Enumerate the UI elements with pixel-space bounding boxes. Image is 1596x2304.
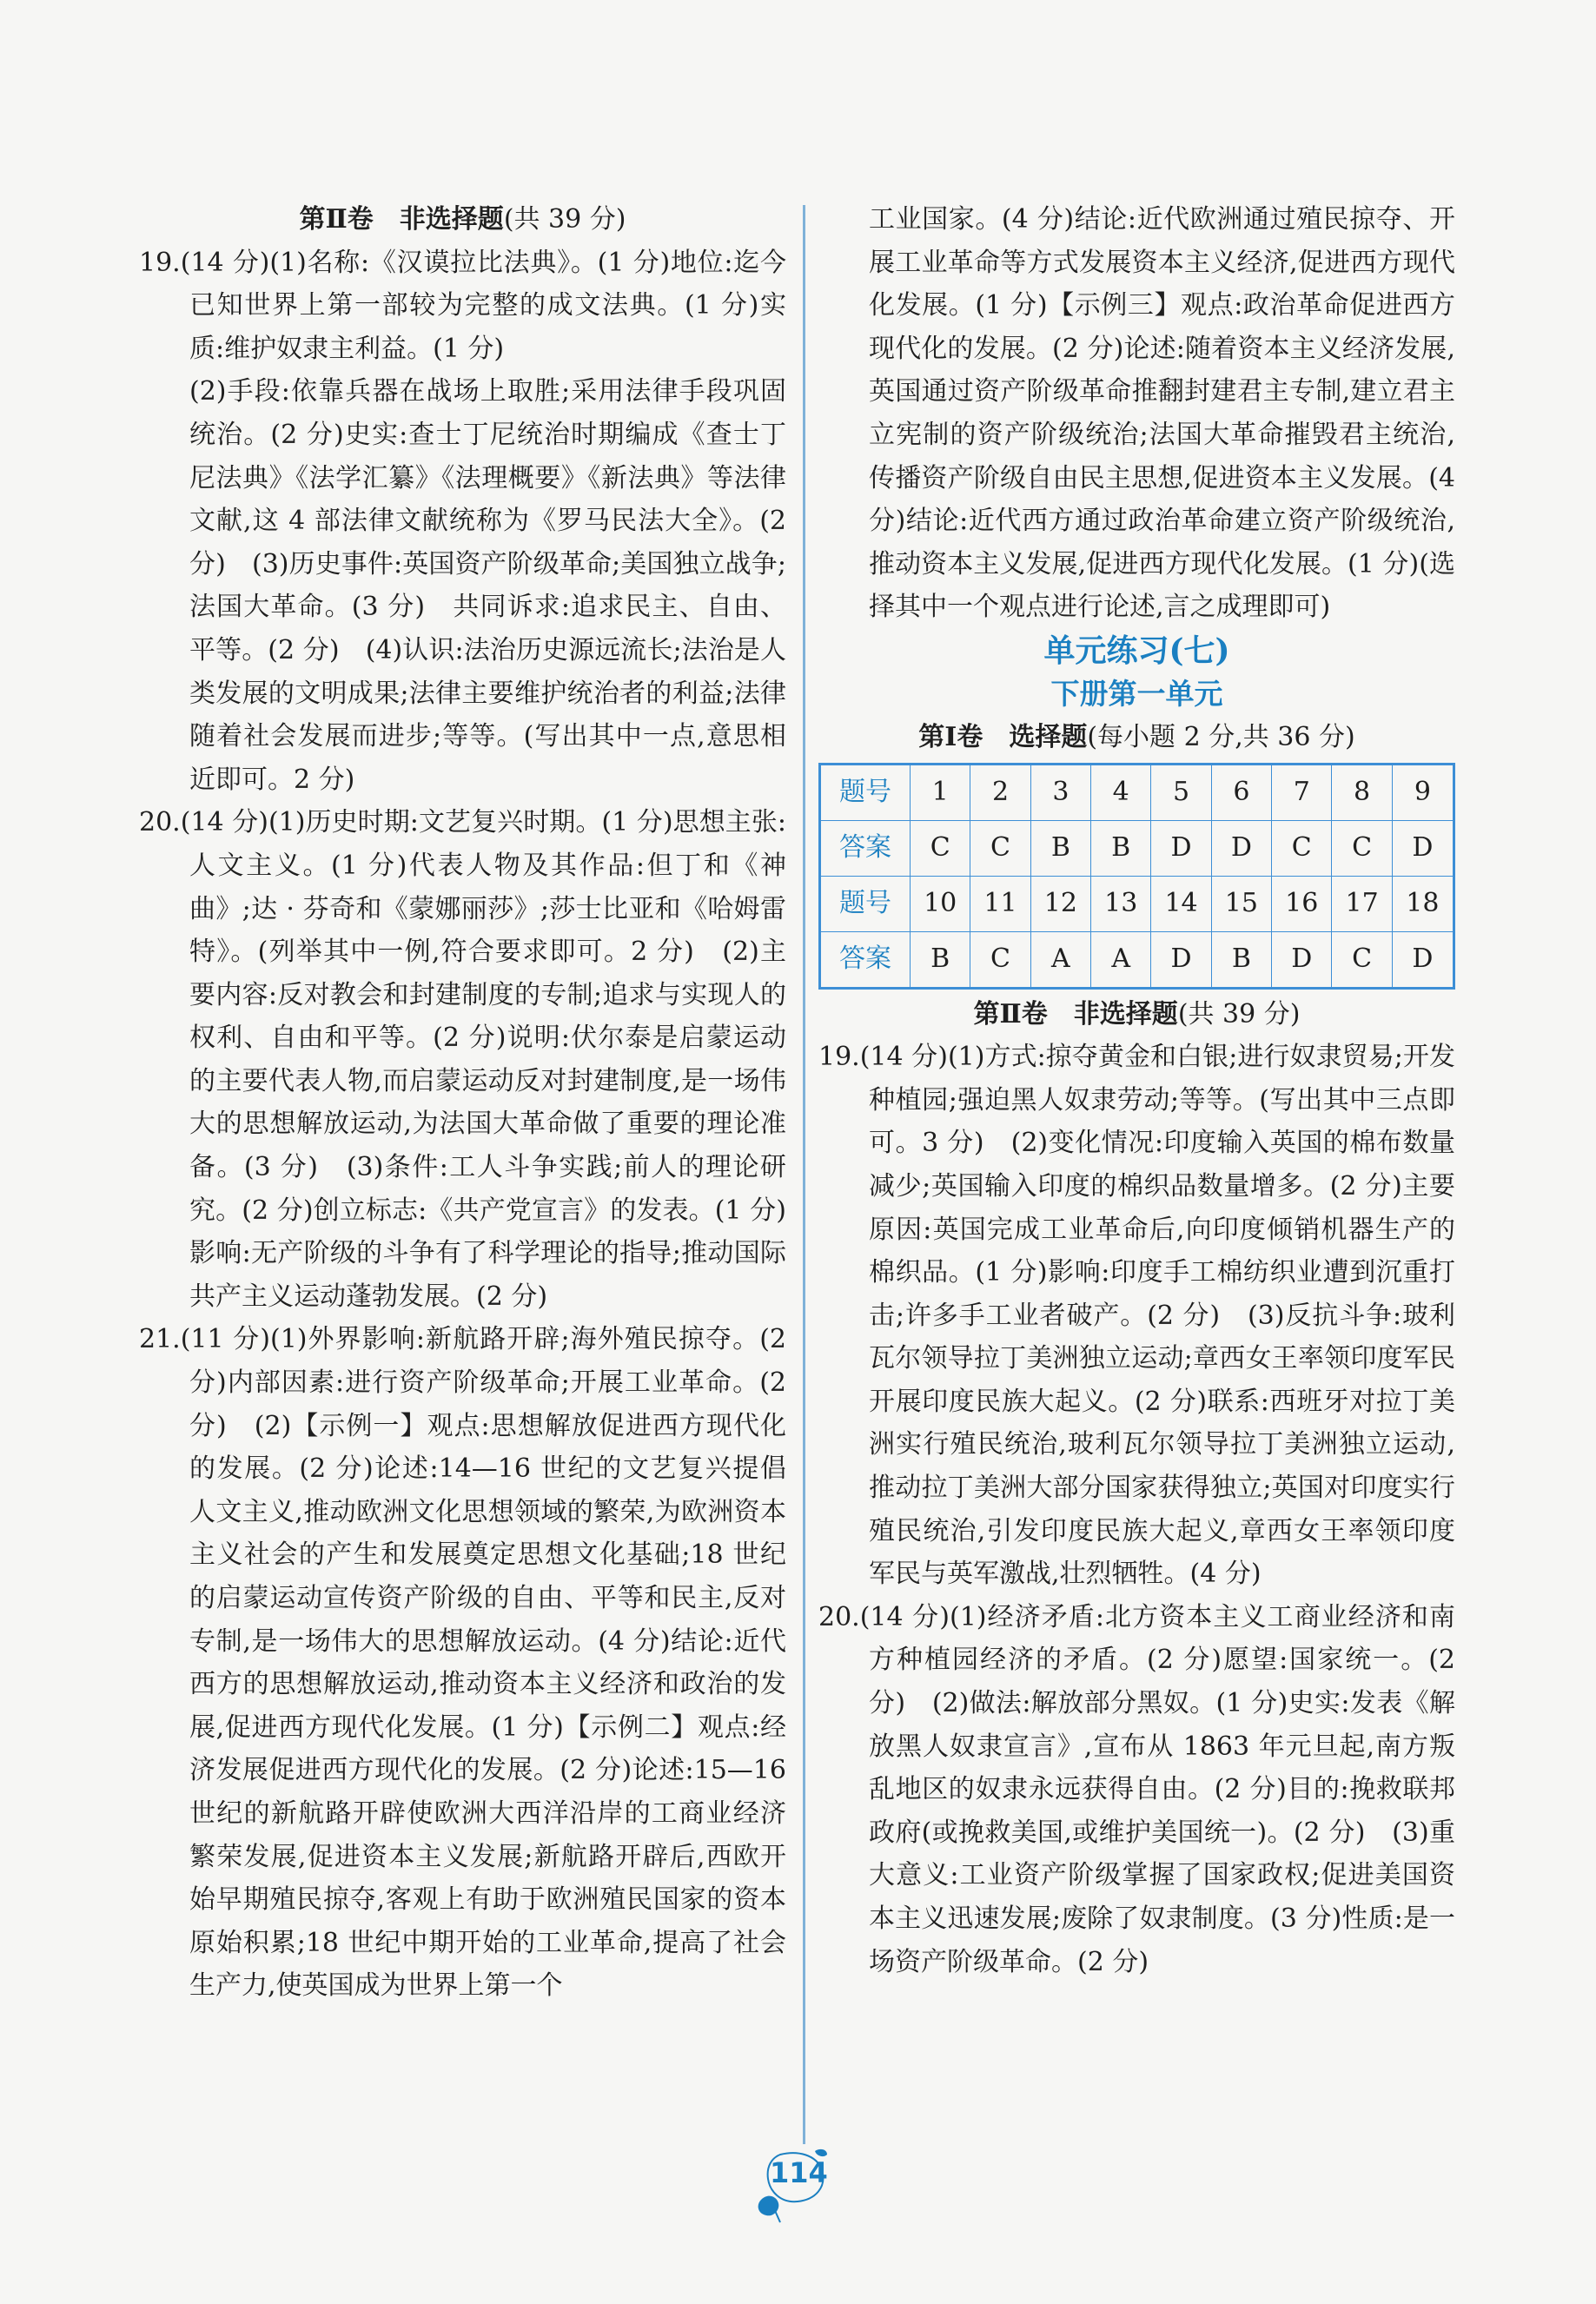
question-number-cell: 17	[1332, 876, 1392, 931]
row-label-question: 题号	[820, 764, 911, 820]
section-header-sub: (共 39 分)	[1177, 998, 1301, 1030]
right-column	[818, 198, 1455, 1983]
answer-19-continued: (2)手段:依靠兵器在战场上取胜;采用法律手段巩固统治。(2 分)史实:查士丁尼统治时期编成《查士丁尼法典》《法学汇纂》《法理概要》《新法典》等法律文献,这 4 部法律文献统称为《罗马民法大全》。(2 分) (3)历史事件:英国资产阶级革命;美国独立战争;法国大革命。(3 分) 共同诉求:追求民主、自由、平等。(2 分) (4)认识:法治历史源远流长;法治是人类发展的文明成果;法律主要维护统治者的利益;法律随着社会发展而进步;等等。(写出其中一点,意思相近即可。2 分)	[189, 376, 786, 795]
page-number: 114	[770, 2156, 828, 2189]
page-number-badge	[754, 2146, 841, 2224]
answer-table	[818, 763, 1455, 990]
section-header-main: 第Ⅱ卷 非选择题	[299, 204, 504, 235]
answer-cell: A	[1091, 931, 1151, 988]
question-number-cell: 1	[911, 764, 970, 820]
question-number-cell: 4	[1091, 764, 1151, 820]
question-number-cell: 14	[1151, 876, 1211, 931]
section-header-main: 第Ⅱ卷 非选择题	[973, 998, 1178, 1030]
question-number-cell: 15	[1211, 876, 1271, 931]
question-number-cell: 9	[1392, 764, 1454, 820]
answer-21: 21.(11 分)(1)外界影响:新航路开辟;海外殖民掠夺。(2 分)内部因素:进行资产阶级革命;开展工业革命。(2 分) (2)【示例一】观点:思想解放促进西方现代化的发展。(2 分)论述:14—16 世纪的文艺复兴提倡人文主义,推动欧洲文化思想领域的繁荣,为欧洲资本主义社会的产生和发展奠定思想文化基础;18 世纪的启蒙运动宣传资产阶级的自由、平等和民主,反对专制,是一场伟大的思想解放运动。(4 分)结论:近代西方的思想解放运动,推动资本主义经济和政治的发展,促进西方现代化发展。(1 分)【示例二】观点:经济发展促进西方现代化的发展。(2 分)论述:15—16 世纪的新航路开辟使欧洲大西洋沿岸的工商业经济繁荣发展,促进资本主义发展;新航路开辟后,西欧开始早期殖民掠夺,客观上有助于欧洲殖民国家的资本原始积累;18 世纪中期开始的工业革命,提高了社会生产力,使英国成为世界上第一个	[139, 1324, 786, 2002]
answer-cell: C	[1332, 820, 1392, 876]
answer-20: 20.(14 分)(1)历史时期:文艺复兴时期。(1 分)思想主张:人文主义。(1 分)代表人物及其作品:但丁和《神曲》;达 · 芬奇和《蒙娜丽莎》;莎士比亚和《哈姆雷特》。(列举其中一例,符合要求即可。2 分) (2)主要内容:反对教会和封建制度的专制;追求与实现人的权利、自由和平等。(2 分)说明:伏尔泰是启蒙运动的主要代表人物,而启蒙运动反对封建制度,是一场伟大的思想解放运动,为法国大革命做了重要的理论准备。(3 分) (3)条件:工人斗争实践;前人的理论研究。(2 分)创立标志:《共产党宣言》的发表。(1 分)影响:无产阶级的斗争有了科学理论的指导;推动国际共产主义运动蓬勃发展。(2 分)	[139, 807, 786, 1312]
column-divider	[803, 205, 805, 2144]
row-label-answer: 答案	[820, 931, 911, 988]
answer-table-answer-row	[820, 820, 1454, 876]
unit-subtitle: 下册第一单元	[1050, 676, 1223, 711]
answer-cell: D	[1151, 931, 1211, 988]
unit-title: 单元练习(七)	[1043, 632, 1230, 669]
answer-table-answer-row	[820, 931, 1454, 988]
question-number-cell: 13	[1091, 876, 1151, 931]
answer-cell: C	[970, 820, 1030, 876]
question-number-cell: 10	[911, 876, 970, 931]
question-number-cell: 12	[1030, 876, 1090, 931]
question-number-cell: 11	[970, 876, 1030, 931]
row-label-answer: 答案	[820, 820, 911, 876]
question-number-cell: 7	[1272, 764, 1332, 820]
answer-cell: D	[1392, 820, 1454, 876]
question-number-cell: 8	[1332, 764, 1392, 820]
answer-cell: D	[1211, 820, 1271, 876]
question-number-cell: 2	[970, 764, 1030, 820]
section-header-sub: (共 39 分)	[503, 204, 626, 235]
answer-cell: B	[1211, 931, 1271, 988]
question-number-cell: 6	[1211, 764, 1271, 820]
answer-20-unit7: 20.(14 分)(1)经济矛盾:北方资本主义工商业经济和南方种植园经济的矛盾。(2 分)愿望:国家统一。(2 分) (2)做法:解放部分黑奴。(1 分)史实:发表《解放黑人奴隶宣言》,宣布从 1863 年元旦起,南方叛乱地区的奴隶永远获得自由。(2 分)目的:挽救联邦政府(或挽救美国,或维护美国统一)。(2 分) (3)重大意义:工业资产阶级掌握了国家政权;促进美国资本主义迅速发展;废除了奴隶制度。(3 分)性质:是一场资产阶级革命。(2 分)	[818, 1601, 1455, 1977]
question-number-cell: 16	[1272, 876, 1332, 931]
answer-21-continued: 工业国家。(4 分)结论:近代欧洲通过殖民掠夺、开展工业革命等方式发展资本主义经济,促进西方现代化发展。(1 分)【示例三】观点:政治革命促进西方现代化的发展。(2 分)论述:随着资本主义经济发展,英国通过资产阶级革命推翻封建君主专制,建立君主立宪制的资产阶级统治;法国大革命摧毁君主统治,传播资产阶级自由民主思想,促进资本主义发展。(4 分)结论:近代西方通过政治革命建立资产阶级统治,推动资本主义发展,促进西方现代化发展。(1 分)(选择其中一个观点进行论述,言之成理即可)	[869, 204, 1455, 623]
section-header-choice	[818, 716, 1455, 759]
answer-cell: C	[1332, 931, 1392, 988]
answer-cell: D	[1151, 820, 1211, 876]
answer-cell: C	[970, 931, 1030, 988]
question-number-cell: 3	[1030, 764, 1090, 820]
section-header-nonchoice	[139, 198, 786, 242]
answer-cell: B	[1030, 820, 1090, 876]
answer-cell: B	[911, 931, 970, 988]
answer-cell: C	[1272, 820, 1332, 876]
question-number-cell: 5	[1151, 764, 1211, 820]
answer-cell: B	[1091, 820, 1151, 876]
answer-table-number-row	[820, 876, 1454, 931]
answer-19: 19.(14 分)(1)名称:《汉谟拉比法典》。(1 分)地位:迄今已知世界上第一部较为完整的成文法典。(1 分)实质:维护奴隶主利益。(1 分)	[139, 247, 786, 364]
question-number-cell: 18	[1392, 876, 1454, 931]
section-header-main: 第Ⅰ卷 选择题	[918, 721, 1088, 752]
row-label-question: 题号	[820, 876, 911, 931]
answer-cell: C	[911, 820, 970, 876]
answer-19-unit7: 19.(14 分)(1)方式:掠夺黄金和白银;进行奴隶贸易;开发种植园;强迫黑人奴隶劳动;等等。(写出其中三点即可。3 分) (2)变化情况:印度输入英国的棉布数量减少;英国输入印度的棉织品数量增多。(2 分)主要原因:英国完成工业革命后,向印度倾销机器生产的棉织品。(1 分)影响:印度手工棉纺织业遭到沉重打击;许多手工业者破产。(2 分) (3)反抗斗争:玻利瓦尔领导拉丁美洲独立运动;章西女王率领印度军民开展印度民族大起义。(2 分)联系:西班牙对拉丁美洲实行殖民统治,玻利瓦尔领导拉丁美洲独立运动,推动拉丁美洲大部分国家获得独立;英国对印度实行殖民统治,引发印度民族大起义,章西女王率领印度军民与英军激战,壮烈牺牲。(4 分)	[818, 1042, 1455, 1590]
answer-table-number-row	[820, 764, 1454, 820]
answer-cell: D	[1272, 931, 1332, 988]
left-column	[139, 198, 786, 2008]
section-header-nonchoice-2	[818, 993, 1455, 1036]
section-header-sub: (每小题 2 分,共 36 分)	[1087, 721, 1355, 752]
answer-cell: A	[1030, 931, 1090, 988]
answer-cell: D	[1392, 931, 1454, 988]
